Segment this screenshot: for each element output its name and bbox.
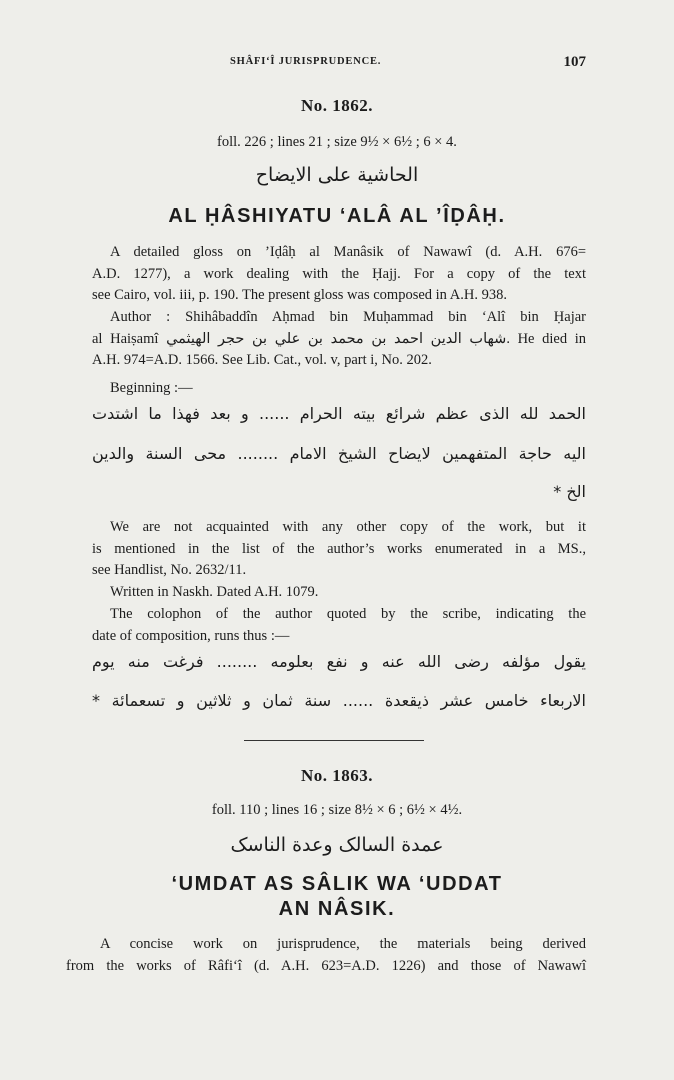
note-paragraph bbox=[92, 517, 586, 582]
description-line: A.D. 1277), a work dealing with the Ḥajj. For a copy of the text bbox=[92, 265, 586, 282]
beginning-label: Beginning :— bbox=[110, 380, 193, 396]
colophon-paragraph bbox=[92, 604, 586, 647]
page-number: 107 bbox=[563, 54, 586, 70]
collation: foll. 226 ; lines 21 ; size 9½ × 6½ ; 6 × 4. bbox=[217, 134, 457, 150]
arabic-title: عمدة السالک وعدة الناسک bbox=[230, 834, 444, 856]
entry-number: No. 1863. bbox=[300, 766, 374, 785]
author-line: Author : Shihâbaddîn Aḥmad bin Muḥammad bin ‘Alî bin Ḥajar bbox=[110, 309, 586, 325]
beginning-label-wrap bbox=[92, 378, 586, 400]
description-line: A detailed gloss on ’Iḍâḥ al Manâsik of Nawawî (d. A.H. 676= bbox=[110, 244, 586, 260]
author-line: al Haiṣamî شهاب الدين احمد بن محمد بن علي بن حجر الهيثمي. He died in bbox=[92, 330, 586, 347]
entry-title-line: ‘UMDAT AS SÂLIK WA ‘UDDAT bbox=[171, 873, 503, 895]
running-title: SHÂFI‘Î JURISPRUDENCE. bbox=[230, 56, 382, 67]
collation: foll. 110 ; lines 16 ; size 8½ × 6 ; 6½ × 4½. bbox=[211, 802, 463, 818]
colophon-arabic-line: الاربعاء خامس عشر ذيقعدة ...... سنة ثمان و ثلاثين و تسعمائة * bbox=[92, 691, 586, 710]
beginning-arabic-line: الخ * bbox=[553, 482, 586, 501]
colophon-arabic-line: يقول مؤلفه رضى الله عنه و نفع بعلومه ........ فرغت منه يوم bbox=[92, 652, 586, 671]
description-line: see Cairo, vol. iii, p. 190. The present gloss was composed in A.H. 938. bbox=[92, 287, 507, 304]
entry-title-line: AN NÂSIK. bbox=[278, 898, 396, 920]
note-line: see Handlist, No. 2632/11. bbox=[92, 562, 247, 579]
description bbox=[92, 242, 586, 307]
arabic-title: الحاشية على الايضاح bbox=[255, 164, 419, 186]
author-line: A.H. 974=A.D. 1566. See Lib. Cat., vol. v, part i, No. 202. bbox=[92, 352, 432, 369]
description-line: A concise work on jurisprudence, the materials being derived bbox=[100, 936, 586, 952]
description bbox=[66, 934, 586, 977]
note-line: is mentioned in the list of the author’s works enumerated in a MS., bbox=[92, 540, 586, 557]
colophon-line: date of composition, runs thus :— bbox=[92, 627, 290, 644]
section-divider bbox=[244, 740, 424, 741]
beginning-arabic-line: الحمد لله الذى عظم شرائع بيته الحرام ...... و بعد فهذا ما اشتدت bbox=[92, 404, 586, 423]
entry-title: AL ḤÂSHIYATU ‘ALÂ AL ’ÎḌÂḤ. bbox=[168, 205, 506, 227]
written-paragraph bbox=[92, 582, 586, 604]
entry-number: No. 1862. bbox=[300, 96, 374, 115]
running-header bbox=[90, 54, 586, 74]
written-line: Written in Naskh. Dated A.H. 1079. bbox=[110, 584, 319, 600]
beginning-arabic-line: اليه حاجة المتفهمين لايضاح الشيخ الامام ........ محى السنة والدين bbox=[92, 444, 586, 463]
description-line: from the works of Râfi‘î (d. A.H. 623=A.D. 1226) and those of Nawawî bbox=[66, 957, 586, 974]
colophon-line: The colophon of the author quoted by the scribe, indicating the bbox=[110, 606, 586, 622]
author-paragraph bbox=[92, 307, 586, 372]
note-line: We are not acquainted with any other copy of the work, but it bbox=[110, 519, 586, 535]
